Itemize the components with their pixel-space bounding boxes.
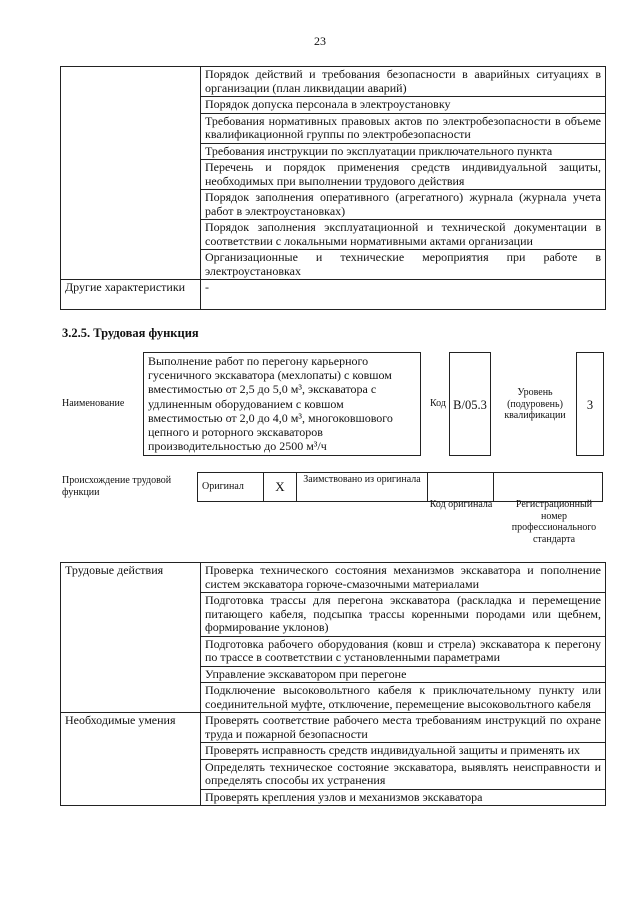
reg-number-cell [494, 473, 603, 502]
required-skills-label: Необходимые умения [61, 713, 201, 806]
table-row: Порядок действий и требования безопасности в аварийных ситуациях в организации (план ликвидации аварий) [201, 67, 606, 97]
table-row: Определять техническое состояние экскаватора, выявлять неисправности и определять способы их устранения [201, 759, 606, 789]
table-row: Проверка технического состояния механизмов экскаватора и пополнение систем экскаватора горюче-смазочными материалами [201, 563, 606, 593]
table-row: Порядок заполнения эксплуатационной и технической документации в соответствии с локальными нормативными актами организации [201, 220, 606, 250]
table-row: Проверять исправность средств индивидуальной защиты и применять их [201, 743, 606, 760]
code-value-box [449, 352, 491, 456]
borrowed-cell [297, 473, 428, 502]
level-value: 3 [586, 398, 594, 412]
table-row: Подготовка трассы для перегона экскаватора (раскладка и перемещение питающего кабеля, подсыпка трассы коренными породами или щебнем, формирование уклонов) [201, 593, 606, 637]
borrowed-label: Заимствовано из оригинала [303, 474, 421, 485]
level-label: Уровень (подуровень) квалификации [504, 387, 566, 421]
code-original-cell [428, 473, 494, 502]
table-row: Проверять соответствие рабочего места требованиям инструкций по охране труда и пожарной безопасности [201, 713, 606, 743]
name-label: Наименование [62, 398, 125, 409]
code-original-caption: Код оригинала [429, 499, 493, 510]
table-row: Перечень и порядок применения средств индивидуальной защиты, необходимых при выполнении трудового действия [201, 160, 606, 190]
table-row: Управление экскаватором при перегоне [201, 666, 606, 683]
table-row: Требования инструкции по эксплуатации приключательного пункта [201, 143, 606, 160]
other-characteristics-value: - [201, 280, 606, 310]
function-name-box [143, 352, 421, 456]
table-row: Порядок заполнения оперативного (агрегатного) журнала (журнала учета работ в электроустановках) [201, 190, 606, 220]
reg-number-caption: Регистрационный номер профессионального стандарта [511, 499, 597, 545]
table-row: Порядок допуска персонала в электроустановку [201, 97, 606, 114]
table-row: Требования нормативных правовых актов по электробезопасности в объеме квалификационной группы по электробезопасности [201, 113, 606, 143]
page-number: 23 [314, 34, 326, 48]
original-cell [198, 473, 264, 502]
code-label: Код [430, 398, 446, 409]
other-characteristics-label: Другие характеристики [61, 280, 201, 310]
function-name-text: Выполнение работ по перегону карьерного гусеничного экскаватора (мехлопаты) с ковшом вместимостью от 2,5 до 5,0 м³, экскаватора с удлиненным оборудованием с ковшом вместимостью от 2,0 до 4,0 м³, многоковшового цепного и роторного экскаваторов производительностью до 2500 м³/ч [148, 354, 393, 454]
knowledge-table [60, 66, 606, 310]
labor-actions-label: Трудовые действия [61, 563, 201, 713]
original-mark: X [275, 479, 285, 495]
labor-actions-table [60, 562, 606, 806]
origin-label: Происхождение трудовой функции [62, 475, 172, 498]
table-empty-label-cell [61, 67, 201, 280]
table-row: Организационные и технические мероприятия при работе в электроустановках [201, 250, 606, 280]
code-value: B/05.3 [453, 398, 487, 412]
table-row: Подготовка рабочего оборудования (ковш и стрела) экскаватора к перегону по трассе в соответствии с установленными параметрами [201, 636, 606, 666]
section-title: 3.2.5. Трудовая функция [62, 326, 199, 340]
table-row: Проверять крепления узлов и механизмов экскаватора [201, 789, 606, 806]
original-label: Оригинал [202, 481, 244, 493]
level-value-box [576, 352, 604, 456]
origin-table [197, 472, 603, 502]
original-mark-cell [264, 473, 297, 502]
table-row: Подключение высоковольтного кабеля к приключательному пункту или соединительной муфте, отключение, перемещение высоковольтного кабеля [201, 683, 606, 713]
